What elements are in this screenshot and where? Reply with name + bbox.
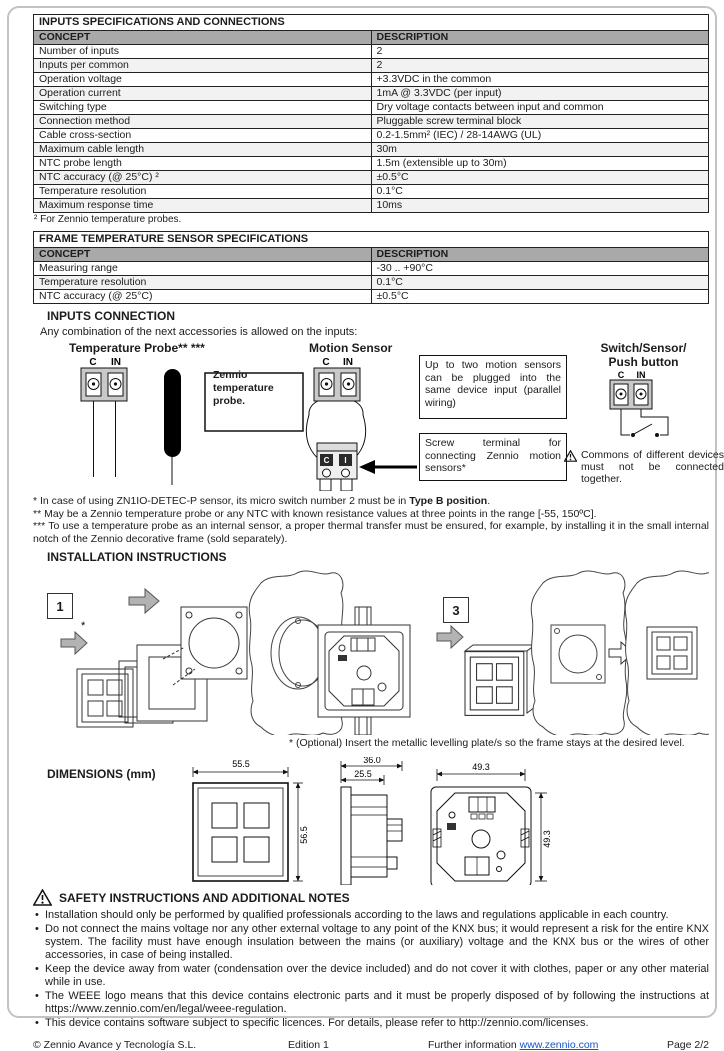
table-title: INPUTS SPECIFICATIONS AND CONNECTIONS xyxy=(34,15,709,31)
concept-cell: Inputs per common xyxy=(34,59,372,73)
description-cell: 1mA @ 3.3VDC (per input) xyxy=(371,87,709,101)
svg-text:55.5: 55.5 xyxy=(232,759,250,769)
further-info: Further information www.zennio.com xyxy=(428,1039,599,1051)
table-row xyxy=(34,276,709,290)
table-row xyxy=(34,59,709,73)
description-cell: ±0.5°C xyxy=(371,171,709,185)
description-cell: -30 .. +90°C xyxy=(371,262,709,276)
concept-cell: Temperature resolution xyxy=(34,185,372,199)
description-cell: Dry voltage contacts between input and common xyxy=(371,101,709,115)
safety-bullet: • Keep the device away from water (condensation over the device included) and do not cover it with clothes, paper or any other material while in use. xyxy=(33,963,709,989)
description-cell: 0.2-1.5mm² (IEC) / 28-14AWG (UL) xyxy=(371,129,709,143)
concept-cell: Maximum cable length xyxy=(34,143,372,157)
description-cell: Pluggable screw terminal block xyxy=(371,115,709,129)
concept-cell: NTC probe length xyxy=(34,157,372,171)
description-cell: +3.3VDC in the common xyxy=(371,73,709,87)
temperature-probe-diagram xyxy=(55,341,313,491)
installation-diagrams xyxy=(33,567,709,757)
motion-sensor-title: Motion Sensor xyxy=(309,341,393,355)
concept-cell: Operation current xyxy=(34,87,372,101)
concept-cell: Temperature resolution xyxy=(34,276,372,290)
step-1-box: 1 xyxy=(47,593,73,619)
col-header-description: DESCRIPTION xyxy=(371,31,709,45)
col-header-concept: CONCEPT xyxy=(34,31,372,45)
concept-cell: Maximum response time xyxy=(34,199,372,213)
table-row xyxy=(34,45,709,59)
switch-drawing xyxy=(578,369,709,443)
concept-cell: NTC accuracy (@ 25°C) xyxy=(34,290,372,304)
motion-note-top: Up to two motion sensors can be plugged into the same device input (parallel wiring) xyxy=(419,355,567,419)
switch-diagram xyxy=(578,341,724,491)
table-header-row xyxy=(34,248,709,262)
svg-text:49.3: 49.3 xyxy=(542,830,552,848)
dimensions-section xyxy=(33,757,709,885)
table-title-row xyxy=(34,232,709,248)
inputs-spec-table xyxy=(33,14,709,213)
probe-footnote: ² For Zennio temperature probes. xyxy=(34,214,182,225)
safety-bullet: • The WEEE logo means that this device contains electronic parts and it must be properly disposed of by following the instructions at https://www.zennio.com/en/legal/weee-regulation. xyxy=(33,990,709,1016)
table-row xyxy=(34,290,709,304)
step-3-box: 3 xyxy=(443,597,469,623)
table-row xyxy=(34,185,709,199)
safety-bullet-list xyxy=(33,909,709,1030)
safety-bullet: • Installation should only be performed by qualified professionals according to the laws and regulations applicable in each country. xyxy=(33,909,709,922)
svg-text:C: C xyxy=(322,357,330,368)
svg-text:36.0: 36.0 xyxy=(363,757,381,765)
switch-title-line1: Switch/Sensor/ xyxy=(600,341,687,355)
commons-warning-text: Commons of different devices must not be connected together. xyxy=(581,449,724,485)
svg-text:*: * xyxy=(81,620,86,632)
inputs-connection-intro: Any combination of the next accessories is allowed on the inputs: xyxy=(40,326,358,338)
warning-icon xyxy=(564,450,577,462)
concept-cell: Switching type xyxy=(34,101,372,115)
footnote-2: ** May be a Zennio temperature probe or any NTC with known resistance values at three points in the range [-55, 150ºC]. xyxy=(33,507,597,520)
safety-heading-row xyxy=(33,889,709,906)
connection-diagrams xyxy=(33,341,724,491)
description-cell: 2 xyxy=(371,45,709,59)
svg-text:I: I xyxy=(344,456,347,465)
table-row xyxy=(34,199,709,213)
frame-sensor-table xyxy=(33,231,709,304)
table-row xyxy=(34,157,709,171)
copyright-text: © Zennio Avance y Tecnología S.L. xyxy=(33,1039,197,1051)
page-footer xyxy=(33,1039,709,1051)
table-row xyxy=(34,143,709,157)
svg-text:49.3: 49.3 xyxy=(472,762,490,772)
table-title-row xyxy=(34,15,709,31)
temperature-probe-title: Temperature Probe** *** xyxy=(69,341,205,355)
zennio-link[interactable]: www.zennio.com xyxy=(519,1039,599,1051)
description-cell: 0.1°C xyxy=(371,276,709,290)
table-row xyxy=(34,129,709,143)
edition-text: Edition 1 xyxy=(288,1039,329,1051)
concept-cell: Number of inputs xyxy=(34,45,372,59)
col-header-concept: CONCEPT xyxy=(34,248,372,262)
table-row xyxy=(34,171,709,185)
motion-sensor-diagram xyxy=(301,341,571,491)
footnote-1: * In case of using ZN1IO-DETEC-P sensor, its micro switch number 2 must be in Type B position. xyxy=(33,495,491,507)
installation-heading: INSTALLATION INSTRUCTIONS xyxy=(47,550,227,564)
dimensions-heading: DIMENSIONS (mm) xyxy=(47,767,156,781)
col-header-description: DESCRIPTION xyxy=(371,248,709,262)
svg-text:IN: IN xyxy=(111,357,121,368)
concept-cell: NTC accuracy (@ 25°C) ² xyxy=(34,171,372,185)
table-row xyxy=(34,87,709,101)
connection-footnotes xyxy=(33,495,709,545)
description-cell: 1.5m (extensible up to 30m) xyxy=(371,157,709,171)
svg-text:56.5: 56.5 xyxy=(299,826,309,844)
concept-cell: Cable cross-section xyxy=(34,129,372,143)
table-title: FRAME TEMPERATURE SENSOR SPECIFICATIONS xyxy=(34,232,709,248)
table-row xyxy=(34,262,709,276)
safety-bullet: • This device contains software subject to specific licences. For details, please refer to http://zennio.com/licenses. xyxy=(33,1017,709,1030)
svg-text:IN: IN xyxy=(343,357,353,368)
document-page xyxy=(33,14,724,1051)
svg-text:C: C xyxy=(617,370,625,380)
concept-cell: Measuring range xyxy=(34,262,372,276)
table-header-row xyxy=(34,31,709,45)
svg-text:C: C xyxy=(323,456,330,465)
inputs-connection-heading: INPUTS CONNECTION xyxy=(47,309,176,323)
installation-drawing xyxy=(33,567,709,735)
description-cell: 10ms xyxy=(371,199,709,213)
table-row xyxy=(34,101,709,115)
safety-bullet: • Do not connect the mains voltage nor any other external voltage to any point of the KNX bus; it would represent a risk for the entire KNX system. The facility must have enough insulation between the mains (or auxiliary) voltage and the KNX bus or the wires of other accessories, in case of being installed. xyxy=(33,923,709,962)
probe-box-label: Zennio temperature probe. xyxy=(213,369,274,407)
description-cell: 0.1°C xyxy=(371,185,709,199)
warning-icon xyxy=(33,889,52,906)
page-number: Page 2/2 xyxy=(666,1039,709,1051)
svg-text:IN: IN xyxy=(636,370,646,380)
dimensions-drawing xyxy=(181,757,711,885)
concept-cell: Connection method xyxy=(34,115,372,129)
safety-heading: SAFETY INSTRUCTIONS AND ADDITIONAL NOTES xyxy=(59,890,350,905)
description-cell: 30m xyxy=(371,143,709,157)
description-cell: 2 xyxy=(371,59,709,73)
table-row xyxy=(34,73,709,87)
concept-cell: Operation voltage xyxy=(34,73,372,87)
installation-caption: * (Optional) Insert the metallic levelling plate/s so the frame stays at the desired level. xyxy=(289,737,685,749)
footnote-3: *** To use a temperature probe as an internal sensor, a proper thermal transfer must be ensured, for example, by installing it in the small internal notch of the Zennio decorative frame (sold separately). xyxy=(33,520,709,545)
svg-text:25.5: 25.5 xyxy=(354,769,372,779)
table-row xyxy=(34,115,709,129)
commons-warning xyxy=(564,449,724,485)
motion-note-bottom: Screw terminal for connecting Zennio motion sensors* xyxy=(419,433,567,481)
description-cell: ±0.5°C xyxy=(371,290,709,304)
svg-text:C: C xyxy=(89,357,97,368)
switch-title-line2: Push button xyxy=(608,355,679,369)
